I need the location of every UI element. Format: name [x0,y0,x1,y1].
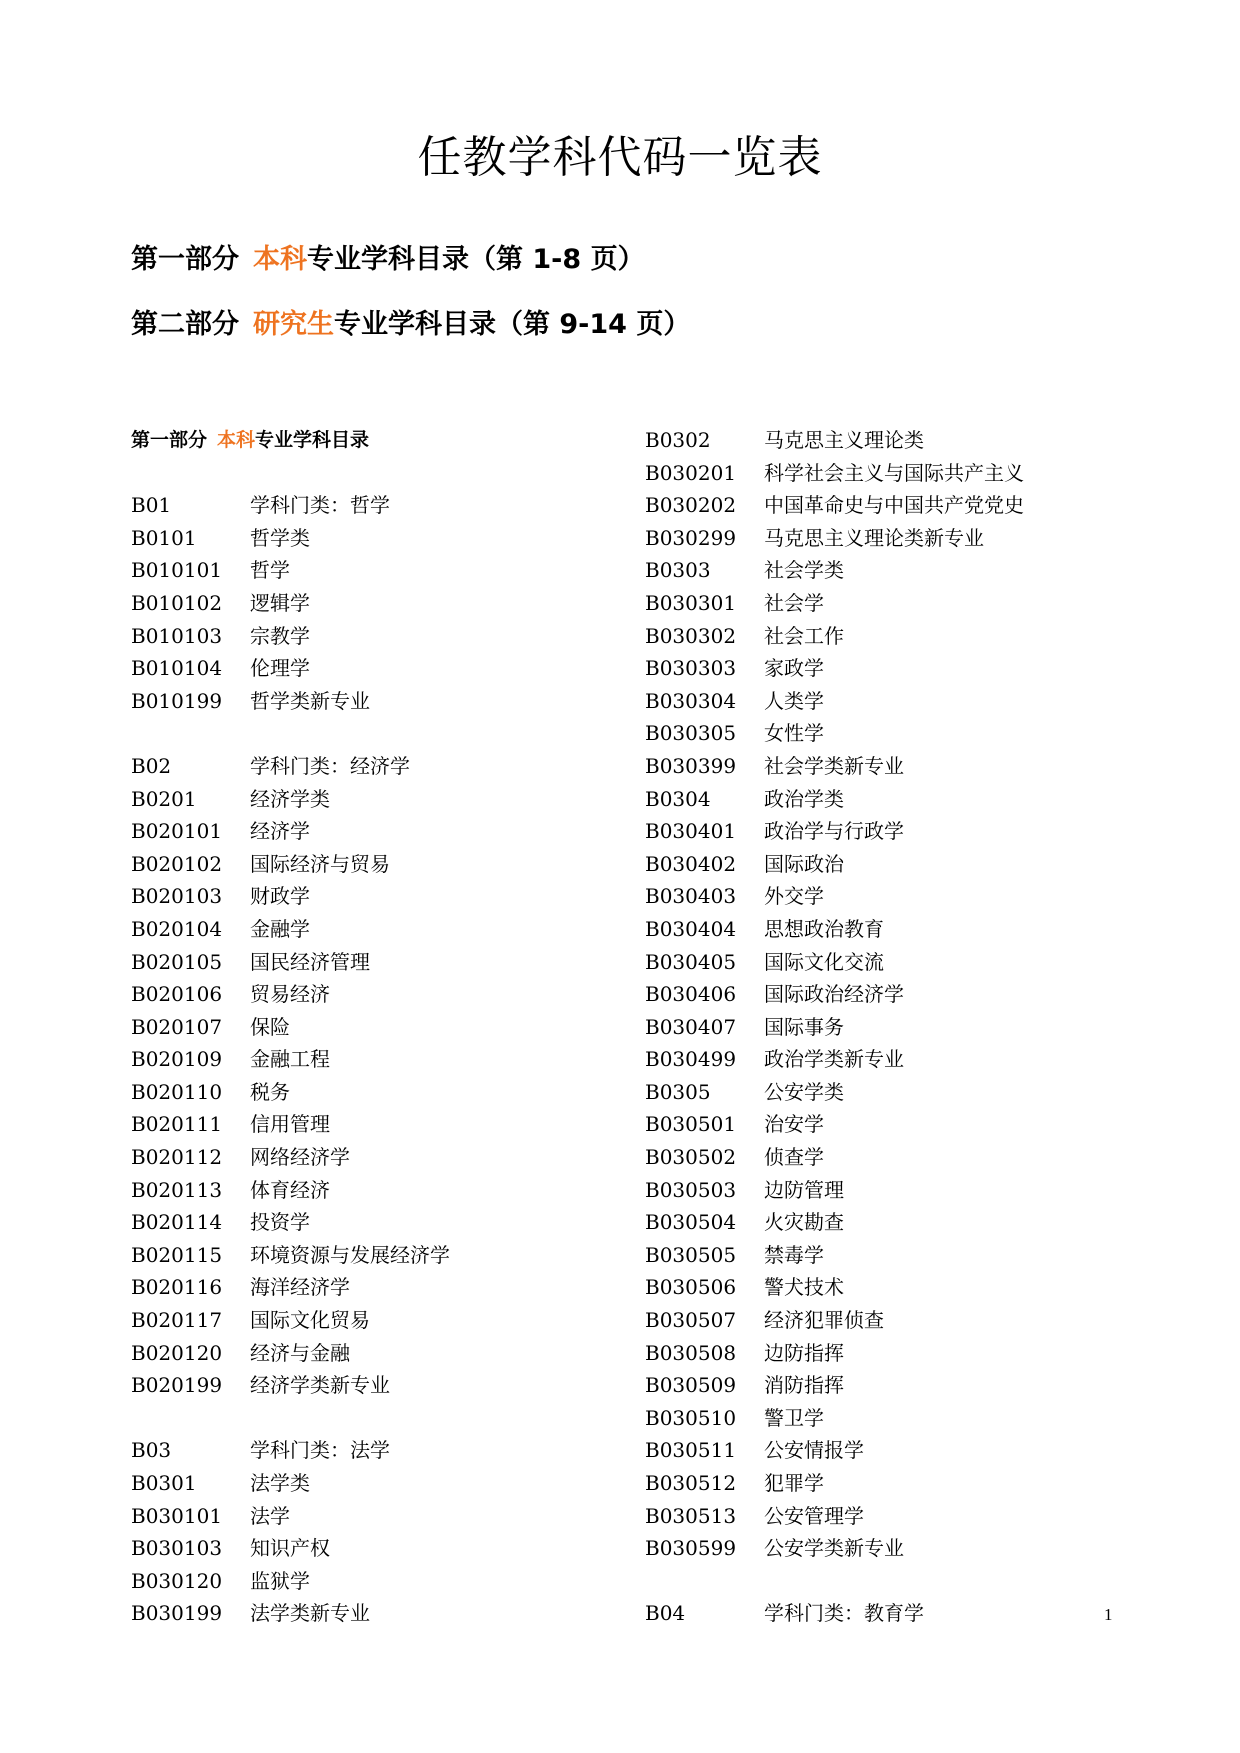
subject-name: 税务 [250,1079,290,1104]
subject-name: 国际文化贸易 [250,1308,370,1333]
subject-name: 治安学 [764,1112,824,1137]
page-number: 1 [1104,1605,1113,1624]
subject-code: B030502 [645,1145,737,1170]
subject-code: B030399 [645,753,737,778]
subject-name: 公安学类 [764,1079,844,1104]
subject-name: 国际政治 [764,851,844,876]
subject-code: B030401 [645,819,737,844]
subject-code: B030101 [131,1503,223,1528]
subject-code: B030504 [645,1210,737,1235]
subject-name: 国际经济与贸易 [250,851,390,876]
subject-code: B020102 [131,851,223,876]
list-item [131,880,651,913]
list-item [645,457,1165,490]
subject-code: B030599 [645,1536,737,1561]
subject-name: 犯罪学 [764,1471,824,1495]
subject-name: 监狱学 [250,1568,310,1593]
list-item [645,717,1165,750]
part-one-highlight: 本科 [253,244,307,275]
subject-name: 学科门类：教育学 [764,1601,924,1626]
subject-name: 政治学类 [764,786,844,811]
subject-name: 禁毒学 [764,1242,824,1267]
list-item [131,1434,651,1467]
spacer [645,1565,1165,1598]
list-item [645,1337,1165,1370]
list-item [645,1532,1165,1565]
list-item [645,1174,1165,1207]
list-item [131,1011,651,1044]
subject-name: 海洋经济学 [250,1275,350,1300]
subject-name: 女性学 [764,721,824,746]
part-one-suffix: 专业学科目录（第 1-8 页） [307,244,645,275]
spacer [131,717,651,750]
subject-name: 经济学 [250,819,310,844]
subject-code: B030304 [645,688,737,713]
subject-code: B020116 [131,1275,223,1300]
section-heading-highlight: 本科 [217,429,256,451]
subject-code: B030407 [645,1014,737,1039]
subject-code: B0101 [131,525,197,550]
list-item [131,978,651,1011]
subject-code: B01 [131,493,172,518]
subject-code: B0304 [645,786,711,811]
list-item [131,1271,651,1304]
subject-code: B030505 [645,1242,737,1267]
subject-name: 边防管理 [764,1177,844,1202]
subject-name: 经济学类新专业 [250,1373,390,1398]
list-item [645,1076,1165,1109]
subject-code: B030202 [645,493,737,518]
list-item [131,946,651,979]
section-heading-prefix: 第一部分 [131,429,208,451]
subject-name: 家政学 [764,656,824,681]
list-item [645,554,1165,587]
subject-name: 宗教学 [250,623,310,648]
subject-name: 社会工作 [764,623,844,648]
list-item [131,1206,651,1239]
subject-name: 国际文化交流 [764,949,884,974]
subject-code: B020199 [131,1373,223,1398]
subject-name: 国民经济管理 [250,949,370,974]
list-item [131,1597,651,1630]
subject-name: 法学类 [250,1471,310,1495]
subject-name: 外交学 [764,884,824,909]
list-item [645,815,1165,848]
subject-code: B030201 [645,460,737,485]
subject-name: 逻辑学 [250,590,310,615]
subject-name: 公安情报学 [764,1438,864,1463]
list-item [131,848,651,881]
spacer [131,1402,651,1435]
list-item [131,620,651,653]
list-item [645,913,1165,946]
subject-name: 社会学类 [764,558,844,583]
list-item [645,946,1165,979]
subject-code: B010104 [131,656,223,681]
list-item [645,1043,1165,1076]
section-heading [131,424,651,457]
subject-code: B030302 [645,623,737,648]
list-item [131,685,651,718]
list-item [645,1304,1165,1337]
subject-name: 火灾勘查 [764,1210,844,1235]
subject-code: B030120 [131,1568,223,1593]
subject-code: B020106 [131,982,223,1007]
section-heading-suffix: 专业学科目录 [255,429,370,451]
subject-name: 环境资源与发展经济学 [250,1242,450,1267]
subject-name: 法学类新专业 [250,1601,370,1626]
subject-name: 学科门类：哲学 [250,493,390,518]
subject-code: B020115 [131,1242,223,1267]
subject-code: B030501 [645,1112,737,1137]
list-item [131,587,651,620]
list-item [645,1369,1165,1402]
subject-name: 马克思主义理论类 [764,428,924,452]
list-item [131,750,651,783]
list-item [131,1043,651,1076]
subject-name: 侦查学 [764,1145,824,1170]
subject-name: 科学社会主义与国际共产主义 [764,460,1024,485]
subject-name: 警犬技术 [764,1275,844,1300]
list-item [645,1239,1165,1272]
subject-name: 保险 [250,1014,290,1039]
subject-code: B020107 [131,1014,223,1039]
subject-code: B030503 [645,1177,737,1202]
list-item [131,1141,651,1174]
list-item [131,489,651,522]
list-item [131,652,651,685]
subject-code: B020101 [131,819,223,844]
subject-code: B020113 [131,1177,223,1202]
list-item [131,1467,651,1500]
subject-code: B020105 [131,949,223,974]
list-item [645,848,1165,881]
subject-code: B030301 [645,590,737,615]
subject-code: B030402 [645,851,737,876]
subject-name: 哲学 [250,558,290,583]
subject-name: 贸易经济 [250,982,330,1007]
subject-code: B030499 [645,1047,737,1072]
list-item [645,1011,1165,1044]
subject-name: 网络经济学 [250,1145,350,1170]
part-two-prefix: 第二部分 [131,309,239,340]
subject-code: B03 [131,1438,172,1463]
subject-code: B020117 [131,1308,223,1333]
subject-code: B030511 [645,1438,737,1463]
list-item [645,1402,1165,1435]
part-two-suffix: 专业学科目录（第 9-14 页） [334,309,691,340]
list-item [645,978,1165,1011]
subject-name: 经济学类 [250,786,330,811]
subject-code: B030405 [645,949,737,974]
list-item [645,1434,1165,1467]
subject-name: 哲学类 [250,525,310,550]
list-item [131,1532,651,1565]
part-one-prefix: 第一部分 [131,244,239,275]
subject-name: 法学 [250,1503,290,1528]
list-item [131,1174,651,1207]
subject-name: 金融学 [250,916,310,941]
list-item [645,424,1165,457]
right-column [645,424,1165,1630]
subject-code: B020120 [131,1340,223,1365]
subject-name: 消防指挥 [764,1373,844,1398]
subject-code: B020111 [131,1112,223,1137]
subject-code: B010102 [131,590,223,615]
document-title: 任教学科代码一览表 [417,132,823,183]
subject-code: B020110 [131,1079,223,1104]
subject-code: B030199 [131,1601,223,1626]
list-item [645,587,1165,620]
subject-code: B0305 [645,1079,711,1104]
list-item [645,1500,1165,1533]
subject-name: 金融工程 [250,1047,330,1072]
subject-name: 公安管理学 [764,1503,864,1528]
list-item [131,1076,651,1109]
list-item [645,1206,1165,1239]
subject-name: 学科门类：法学 [250,1438,390,1463]
subject-name: 知识产权 [250,1536,330,1561]
list-item [645,783,1165,816]
subject-code: B0302 [645,428,711,452]
subject-code: B010199 [131,688,223,713]
subject-name: 伦理学 [250,656,310,681]
list-item [131,1337,651,1370]
list-item [131,815,651,848]
subject-code: B030506 [645,1275,737,1300]
subject-name: 经济犯罪侦查 [764,1308,884,1333]
subject-code: B030508 [645,1340,737,1365]
subject-name: 经济与金融 [250,1340,350,1365]
subject-code: B030406 [645,982,737,1007]
subject-name: 警卫学 [764,1405,824,1430]
subject-code: B0201 [131,786,197,811]
subject-code: B020109 [131,1047,223,1072]
subject-name: 体育经济 [250,1177,330,1202]
subject-name: 投资学 [250,1210,310,1235]
list-item [131,1108,651,1141]
list-item [131,1369,651,1402]
list-item [645,685,1165,718]
list-item [131,913,651,946]
subject-name: 财政学 [250,884,310,909]
list-item [131,783,651,816]
list-item [645,652,1165,685]
subject-code: B030403 [645,884,737,909]
subject-name: 中国革命史与中国共产党党史 [764,493,1024,518]
subject-code: B010103 [131,623,223,648]
list-item [131,522,651,555]
subject-code: B0301 [131,1471,197,1495]
part-two-highlight: 研究生 [253,309,334,340]
subject-name: 政治学类新专业 [764,1047,904,1072]
subject-name: 政治学与行政学 [764,819,904,844]
subject-code: B030299 [645,525,737,550]
subject-code: B020103 [131,884,223,909]
subject-name: 思想政治教育 [764,916,884,941]
subject-code: B030404 [645,916,737,941]
subject-code: B030513 [645,1503,737,1528]
subject-code: B02 [131,753,172,778]
list-item [131,1239,651,1272]
subject-name: 国际政治经济学 [764,982,904,1007]
list-item [131,1500,651,1533]
subject-code: B0303 [645,558,711,583]
subject-name: 哲学类新专业 [250,688,370,713]
part-one-heading [131,240,645,280]
list-item [645,1108,1165,1141]
list-item [645,1597,1165,1630]
subject-name: 社会学类新专业 [764,753,904,778]
list-item [645,620,1165,653]
subject-name: 边防指挥 [764,1340,844,1365]
spacer [131,457,651,490]
list-item [645,880,1165,913]
list-item [645,1271,1165,1304]
list-item [131,554,651,587]
subject-name: 社会学 [764,590,824,615]
list-item [131,1565,651,1598]
subject-code: B030509 [645,1373,737,1398]
subject-name: 学科门类：经济学 [250,753,410,778]
subject-name: 人类学 [764,688,824,713]
list-item [645,522,1165,555]
subject-code: B010101 [131,558,223,583]
subject-name: 公安学类新专业 [764,1536,904,1561]
list-item [645,489,1165,522]
subject-code: B020112 [131,1145,223,1170]
subject-code: B030512 [645,1471,737,1495]
part-two-heading [131,305,690,345]
list-item [131,1304,651,1337]
subject-name: 国际事务 [764,1014,844,1039]
subject-name: 信用管理 [250,1112,330,1137]
subject-code: B020104 [131,916,223,941]
subject-code: B030305 [645,721,737,746]
list-item [645,1141,1165,1174]
subject-code: B04 [645,1601,686,1626]
subject-code: B030103 [131,1536,223,1561]
subject-name: 马克思主义理论类新专业 [764,525,984,550]
left-column [131,424,651,1630]
list-item [645,1467,1165,1500]
subject-code: B030507 [645,1308,737,1333]
subject-code: B030510 [645,1405,737,1430]
subject-code: B020114 [131,1210,223,1235]
subject-code: B030303 [645,656,737,681]
list-item [645,750,1165,783]
